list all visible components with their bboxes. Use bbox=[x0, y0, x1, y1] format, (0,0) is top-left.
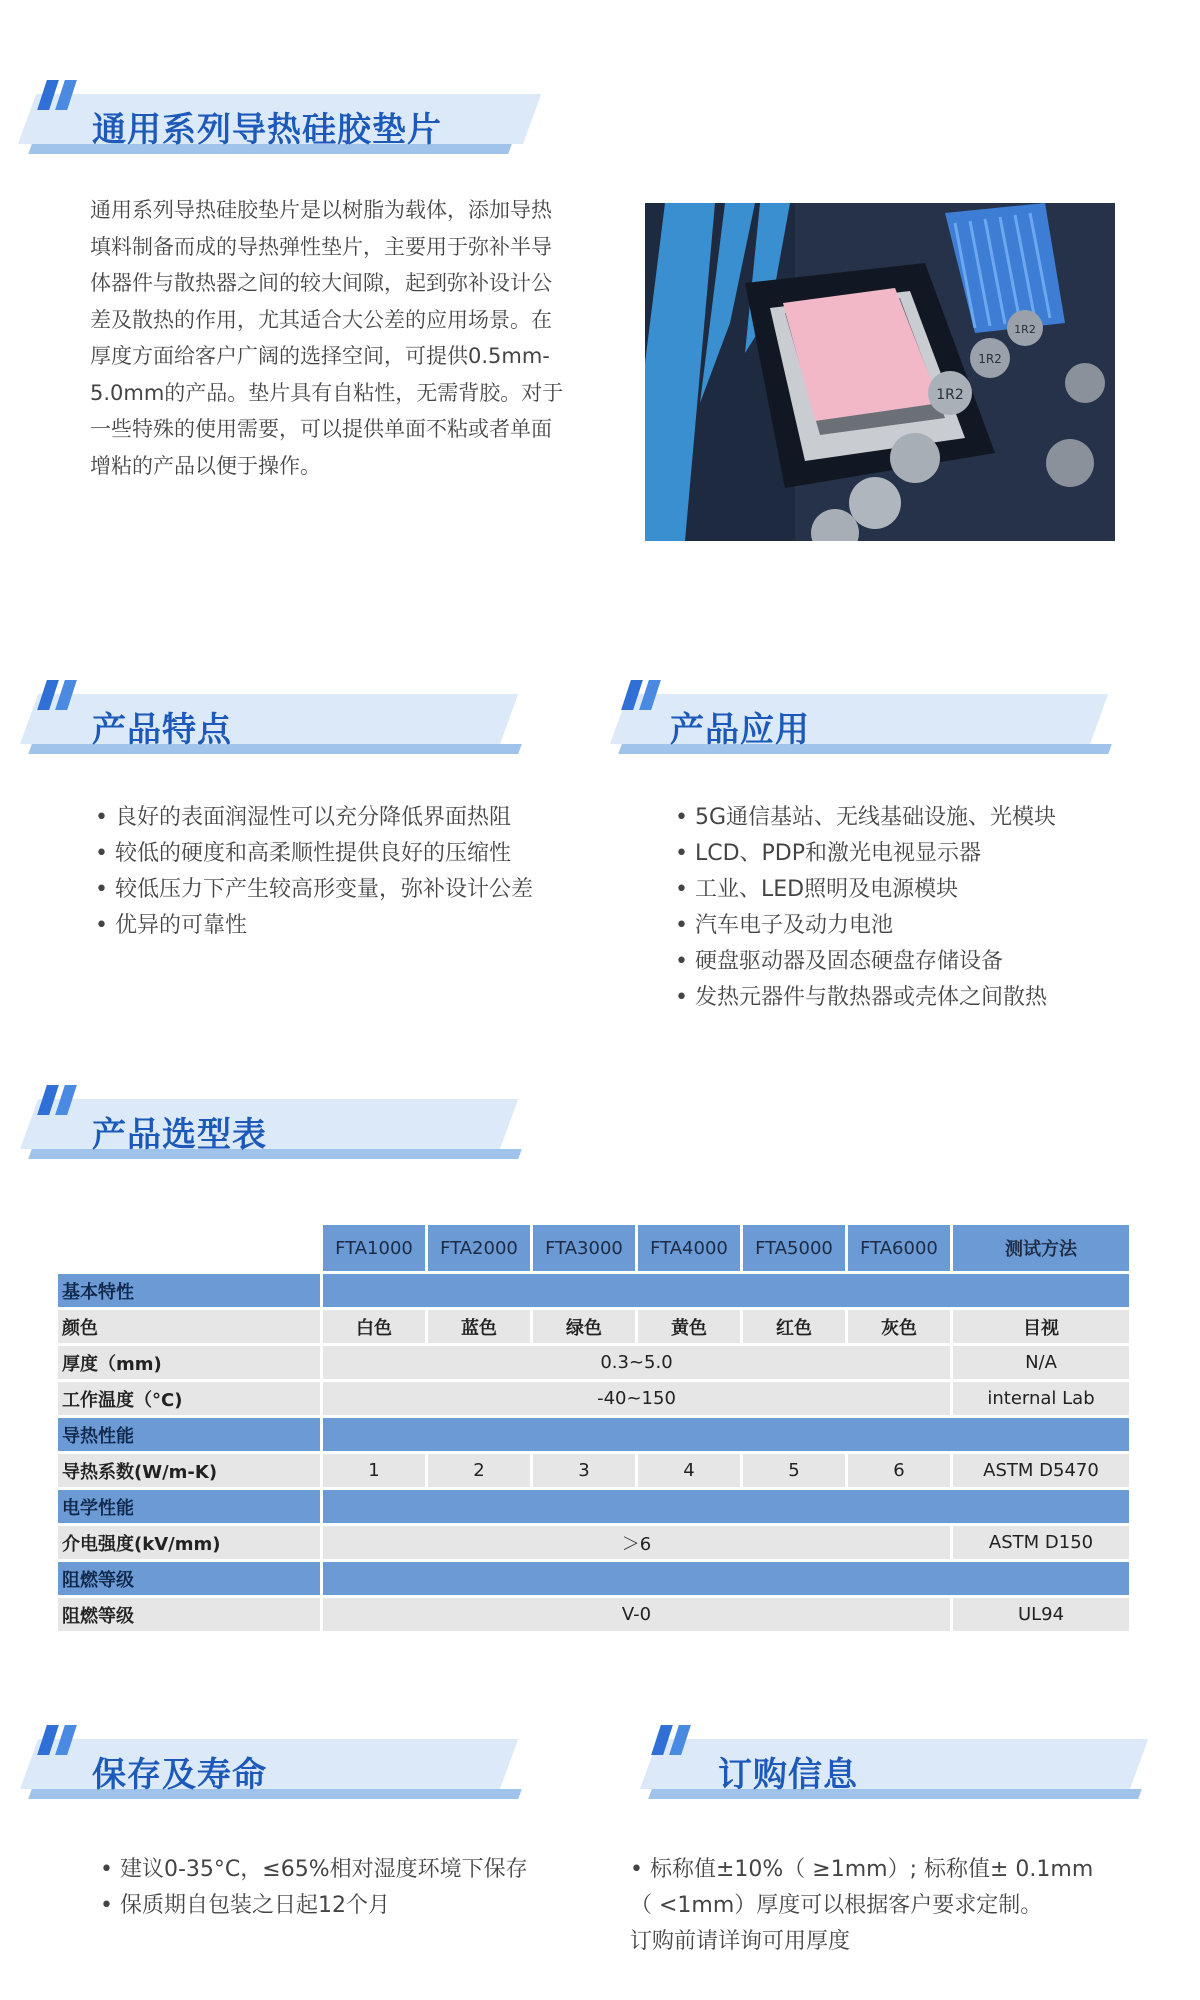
product-photo bbox=[645, 203, 1115, 541]
model-header: FTA1000 bbox=[323, 1225, 425, 1271]
model-header: FTA4000 bbox=[638, 1225, 740, 1271]
storage-list bbox=[100, 1852, 528, 1924]
list-item: • 良好的表面润湿性可以充分降低界面热阻 bbox=[95, 800, 533, 836]
table-cell: V-0 bbox=[323, 1598, 950, 1631]
table-cell: 蓝色 bbox=[428, 1310, 530, 1343]
table-cell: 3 bbox=[533, 1454, 635, 1487]
section-title: 产品应用 bbox=[670, 710, 810, 750]
table-cell: 白色 bbox=[323, 1310, 425, 1343]
intro-line: 差及散热的作用，尤其适合大公差的应用场景。在 bbox=[90, 307, 552, 332]
list-item: • 发热元器件与散热器或壳体之间散热 bbox=[675, 980, 1056, 1016]
table-row bbox=[58, 1382, 1129, 1415]
table-row bbox=[58, 1310, 1129, 1343]
model-header: FTA5000 bbox=[743, 1225, 845, 1271]
intro-line: 一些特殊的使用需要，可以提供单面不粘或者单面 bbox=[90, 417, 552, 441]
category-label: 导热性能 bbox=[58, 1418, 320, 1451]
intro-line: 厚度方面给客户广阔的选择空间，可提供0.5mm- bbox=[90, 344, 550, 368]
section-title: 产品选型表 bbox=[92, 1115, 267, 1155]
table-category-row bbox=[58, 1274, 1129, 1307]
section-title: 产品特点 bbox=[92, 710, 232, 750]
row-label: 厚度（mm) bbox=[58, 1346, 320, 1379]
table-cell: ASTM D150 bbox=[953, 1526, 1129, 1559]
table-cell: 6 bbox=[848, 1454, 950, 1487]
table-cell: -40~150 bbox=[323, 1382, 950, 1415]
table-cell: 4 bbox=[638, 1454, 740, 1487]
row-label: 颜色 bbox=[58, 1310, 320, 1343]
section-header-intro bbox=[0, 80, 530, 170]
list-item: • 5G通信基站、无线基础设施、光模块 bbox=[675, 800, 1056, 836]
list-item: • 优异的可靠性 bbox=[95, 908, 533, 944]
table-cell: internal Lab bbox=[953, 1382, 1129, 1415]
table-header-row bbox=[58, 1225, 1129, 1271]
section-title: 保存及寿命 bbox=[92, 1755, 267, 1795]
table-category-row bbox=[58, 1490, 1129, 1523]
table-cell: 5 bbox=[743, 1454, 845, 1487]
list-item: • 汽车电子及动力电池 bbox=[675, 908, 1056, 944]
table-cell: 1 bbox=[323, 1454, 425, 1487]
section-bars-icon bbox=[36, 1725, 80, 1755]
row-label: 介电强度(kV/mm) bbox=[58, 1526, 320, 1559]
list-item: • 工业、LED照明及电源模块 bbox=[675, 872, 1056, 908]
model-header: FTA2000 bbox=[428, 1225, 530, 1271]
list-item: • 较低压力下产生较高形变量，弥补设计公差 bbox=[95, 872, 533, 908]
intro-line: 通用系列导热硅胶垫片是以树脂为载体，添加导热 bbox=[90, 198, 552, 222]
selection-table bbox=[55, 1222, 1132, 1634]
table-category-row bbox=[58, 1418, 1129, 1451]
section-title: 通用系列导热硅胶垫片 bbox=[92, 110, 442, 150]
table-row bbox=[58, 1526, 1129, 1559]
table-cell: ASTM D5470 bbox=[953, 1454, 1129, 1487]
table-cell: 红色 bbox=[743, 1310, 845, 1343]
order-info bbox=[630, 1852, 1093, 1960]
category-label: 阻燃等级 bbox=[58, 1562, 320, 1595]
table-cell: 绿色 bbox=[533, 1310, 635, 1343]
table-cell: 0.3~5.0 bbox=[323, 1346, 950, 1379]
category-label: 基本特性 bbox=[58, 1274, 320, 1307]
intro-paragraph bbox=[90, 192, 610, 484]
section-bars-icon bbox=[36, 680, 80, 710]
table-cell: 黄色 bbox=[638, 1310, 740, 1343]
capacitor-label: 1R2 bbox=[1014, 323, 1036, 336]
section-header-features bbox=[0, 680, 530, 770]
section-header-order bbox=[620, 1725, 1150, 1815]
table-cell: 目视 bbox=[953, 1310, 1129, 1343]
features-list bbox=[95, 800, 533, 944]
capacitor-label: 1R2 bbox=[978, 352, 1002, 366]
table-cell: UL94 bbox=[953, 1598, 1129, 1631]
row-label: 工作温度（°C) bbox=[58, 1382, 320, 1415]
list-item: • LCD、PDP和激光电视显示器 bbox=[675, 836, 1056, 872]
order-line: 订购前请详询可用厚度 bbox=[630, 1929, 851, 1954]
section-header-storage bbox=[0, 1725, 530, 1815]
intro-line: 5.0mm的产品。垫片具有自粘性，无需背胶。对于 bbox=[90, 380, 564, 405]
list-item: • 较低的硬度和高柔顺性提供良好的压缩性 bbox=[95, 836, 533, 872]
intro-line: 增粘的产品以便于操作。 bbox=[90, 453, 321, 478]
table-cell: N/A bbox=[953, 1346, 1129, 1379]
row-label: 阻燃等级 bbox=[58, 1598, 320, 1631]
table-row bbox=[58, 1454, 1129, 1487]
model-header: FTA6000 bbox=[848, 1225, 950, 1271]
intro-line: 填料制备而成的导热弹性垫片，主要用于弥补半导 bbox=[90, 234, 552, 259]
method-header: 测试方法 bbox=[953, 1225, 1129, 1271]
order-line: • 标称值±10%（ ≥1mm）; 标称值± 0.1mm bbox=[630, 1857, 1094, 1882]
table-category-row bbox=[58, 1562, 1129, 1595]
section-header-applications bbox=[590, 680, 1120, 770]
table-cell: 2 bbox=[428, 1454, 530, 1487]
category-label: 电学性能 bbox=[58, 1490, 320, 1523]
row-label: 导热系数(W/m-K) bbox=[58, 1454, 320, 1487]
capacitor-label: 1R2 bbox=[936, 387, 964, 403]
list-item: • 建议0-35°C，≤65%相对湿度环境下保存 bbox=[100, 1852, 528, 1888]
motherboard-image bbox=[645, 203, 1115, 541]
section-bars-icon bbox=[36, 80, 80, 110]
list-item: • 保质期自包装之日起12个月 bbox=[100, 1888, 528, 1924]
table-row bbox=[58, 1598, 1129, 1631]
section-title: 订购信息 bbox=[718, 1755, 858, 1795]
model-header: FTA3000 bbox=[533, 1225, 635, 1271]
section-bars-icon bbox=[650, 1725, 694, 1755]
table-cell: 灰色 bbox=[848, 1310, 950, 1343]
section-bars-icon bbox=[36, 1085, 80, 1115]
order-line: （ <1mm）厚度可以根据客户要求定制。 bbox=[630, 1893, 1043, 1918]
section-bars-icon bbox=[620, 680, 664, 710]
applications-list bbox=[675, 800, 1056, 1016]
list-item: • 硬盘驱动器及固态硬盘存储设备 bbox=[675, 944, 1056, 980]
intro-line: 体器件与散热器之间的较大间隙，起到弥补设计公 bbox=[90, 271, 552, 295]
section-header-selection bbox=[0, 1085, 530, 1175]
table-cell: ＞6 bbox=[323, 1526, 950, 1559]
table-row bbox=[58, 1346, 1129, 1379]
